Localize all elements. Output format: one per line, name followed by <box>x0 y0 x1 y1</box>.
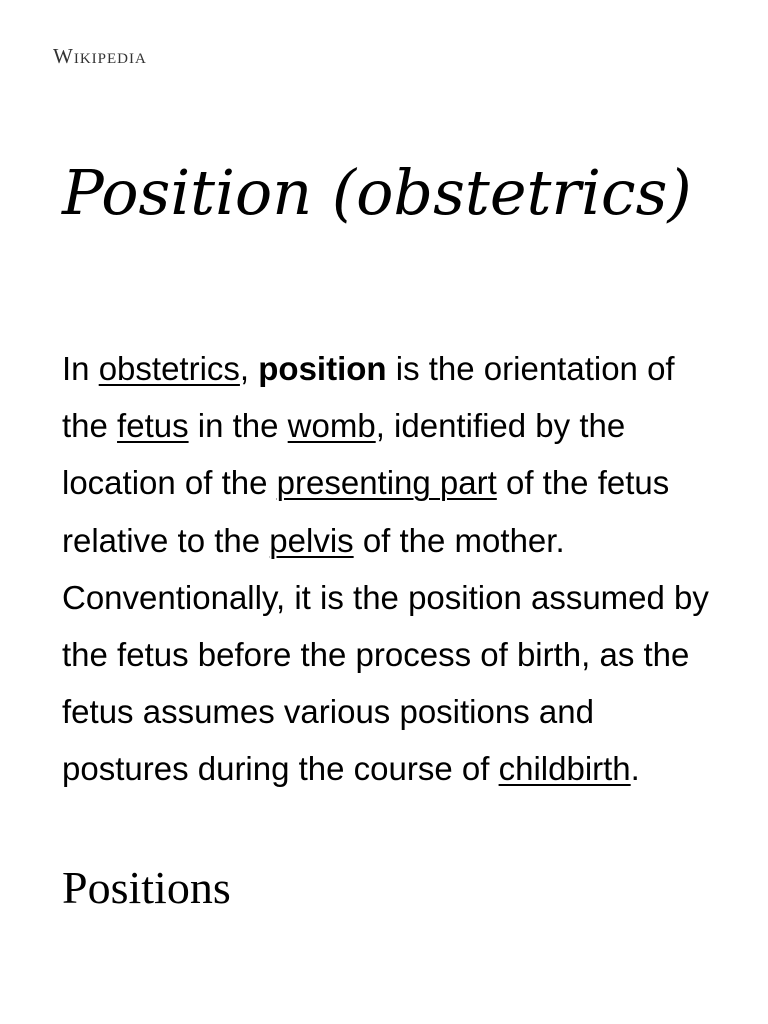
lead-text: , identified by the location of the <box>62 407 626 502</box>
section-heading-positions[interactable]: Positions <box>62 862 231 913</box>
wikipedia-wordmark-link[interactable]: Wikipedia <box>53 44 147 68</box>
link-fetus[interactable]: fetus <box>117 407 189 445</box>
bold-term-position: position <box>258 350 387 387</box>
lead-text: in the <box>188 407 288 445</box>
lead-text: In <box>62 350 99 387</box>
link-pelvis[interactable]: pelvis <box>269 521 354 559</box>
link-womb[interactable]: womb <box>287 407 376 445</box>
lead-text: is the orientation of the <box>62 350 675 445</box>
link-presenting-part[interactable]: presenting part <box>276 464 497 502</box>
link-obstetrics[interactable]: obstetrics <box>98 350 240 387</box>
lead-text: , <box>239 350 259 387</box>
lead-text: of the mother. Conventionally, it is the position assumed by the fetus before the process of birth, as the fetus assumes various positions and postures during the course of <box>62 521 709 788</box>
page-title: Position (obstetrics) <box>62 156 692 229</box>
lead-paragraph <box>62 340 712 798</box>
lead-text: . <box>630 750 640 788</box>
link-childbirth[interactable]: childbirth <box>498 750 631 788</box>
lead-text: of the fetus relative to the <box>62 464 670 559</box>
